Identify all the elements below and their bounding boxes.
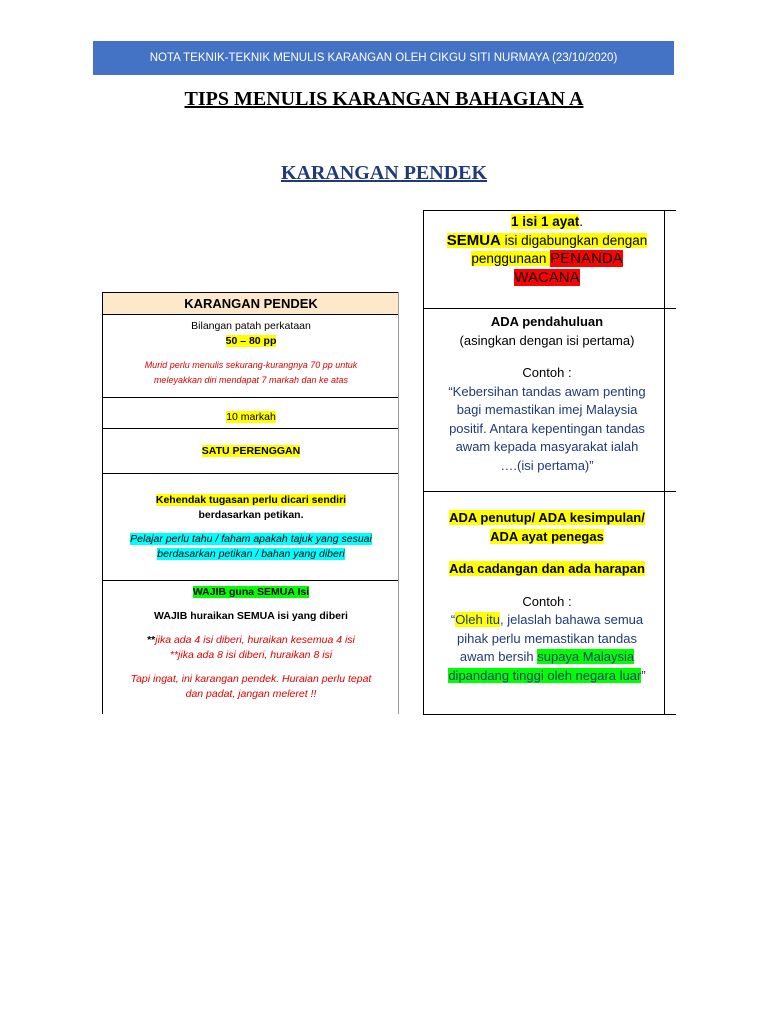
conclusion-supaya: supaya Malaysia xyxy=(537,649,635,664)
intro-quote-4: awam kepada masyarakat ialah xyxy=(455,439,639,454)
conclusion-oleh-itu: Oleh itu xyxy=(455,612,501,627)
summary-table xyxy=(102,292,399,714)
intro-row xyxy=(424,309,676,492)
conclusion-head-2: ADA ayat penegas xyxy=(490,528,604,544)
rule-semua: SEMUA xyxy=(446,231,501,249)
paragraph-value: SATU PERENGGAN xyxy=(201,444,301,457)
intro-quote-1: “Kebersihan tandas awam penting xyxy=(448,383,646,399)
rule-dot: . xyxy=(579,214,584,229)
marks-row xyxy=(103,398,399,429)
rule-combined: isi digabungkan dengan xyxy=(500,232,648,248)
table-edge xyxy=(398,292,407,714)
content-line-3b: jika ada 4 isi diberi, huraikan kesemua 4 isi xyxy=(155,634,355,646)
conclusion-quote-3a: awam bersih xyxy=(459,649,538,664)
content-line-2: WAJIB huraikan SEMUA isi yang diberi xyxy=(154,610,348,622)
task-row xyxy=(103,474,399,581)
intro-sub: (asingkan dengan isi pertama) xyxy=(459,332,635,348)
rule-one-point: 1 isi 1 ayat xyxy=(510,214,580,229)
content-line-1: WAJIB guna SEMUA Isi xyxy=(192,586,310,598)
page-title: TIPS MENULIS KARANGAN BAHAGIAN A xyxy=(184,88,584,110)
marks-value: 10 markah xyxy=(226,411,276,423)
quote-close: ” xyxy=(641,667,646,683)
conclusion-sub: Ada cadangan dan ada harapan xyxy=(449,561,645,576)
content-row xyxy=(103,581,399,714)
word-count-note-1: Murid perlu menulis sekurang-kurangnya 70 pp untuk xyxy=(144,360,358,370)
page-subtitle: KARANGAN PENDEK xyxy=(280,162,488,184)
rule-wacana: WACANA xyxy=(514,268,580,286)
quote-open: “ xyxy=(450,612,456,627)
intro-head: ADA pendahuluan xyxy=(490,314,604,329)
content-line-3a: ** xyxy=(147,634,156,646)
task-line-4: berdasarkan petikan / bahan yang diberi xyxy=(157,547,345,560)
rule-usage: penggunaan xyxy=(471,251,551,266)
conclusion-row xyxy=(424,504,676,714)
word-count-row xyxy=(103,315,399,398)
conclusion-head-1: ADA penutup/ ADA kesimpulan/ xyxy=(449,510,645,525)
content-line-6: dan padat, jangan meleret !! xyxy=(185,688,317,700)
conclusion-quote-1: , jelaslah bahawa semua xyxy=(500,612,644,627)
structure-table xyxy=(423,210,676,715)
conclusion-quote-2: pihak perlu memastikan tandas xyxy=(457,630,637,646)
task-line-3: Pelajar perlu tahu / faham apakah tajuk yang sesuai xyxy=(130,532,372,545)
task-line-1: Kehendak tugasan perlu dicari sendiri xyxy=(155,493,347,506)
task-line-2: berdasarkan petikan. xyxy=(198,508,304,521)
conclusion-quote-4: dipandang tinggi oleh negara luar xyxy=(448,667,642,683)
content-line-5: Tapi ingat, ini karangan pendek. Huraian perlu tepat xyxy=(130,673,372,685)
word-count-label: Bilangan patah perkataan xyxy=(191,320,311,332)
word-count-value: 50 – 80 pp xyxy=(225,335,277,347)
intro-quote-3: positif. Antara kepentingan tandas xyxy=(449,420,645,436)
banner-text: NOTA TEKNIK-TEKNIK MENULIS KARANGAN OLEH CIKGU SITI NURMAYA (23/10/2020) xyxy=(149,52,618,64)
table-header-label: KARANGAN PENDEK xyxy=(184,296,318,311)
header-banner xyxy=(93,41,674,75)
intro-example-label: Contoh : xyxy=(522,365,572,380)
paragraph-row xyxy=(103,429,399,474)
conclusion-example-label: Contoh : xyxy=(522,593,572,609)
column-divider xyxy=(664,211,665,714)
content-rule-row xyxy=(424,211,676,309)
word-count-note-2: meleyakkan diri mendapat 7 markah dan ke atas xyxy=(153,375,349,385)
intro-quote-5: ….(isi pertama)” xyxy=(500,457,594,473)
content-line-4: **jika ada 8 isi diberi, huraikan 8 isi xyxy=(169,649,333,661)
intro-quote-2: bagi memastikan imej Malaysia xyxy=(456,402,638,417)
row-gap xyxy=(424,492,676,504)
rule-penanda: PENANDA xyxy=(550,250,623,267)
table-header xyxy=(103,292,399,315)
